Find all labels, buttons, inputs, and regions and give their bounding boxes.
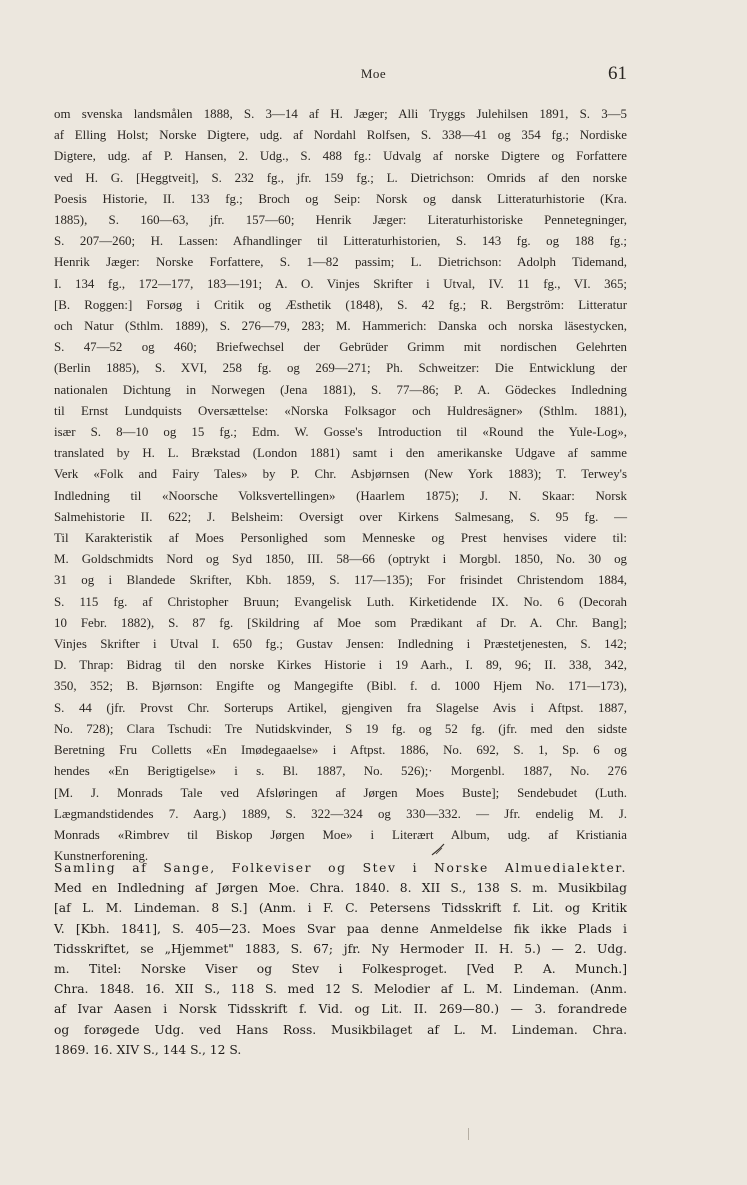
fraktur-line: Tidsskriftet, se „Hjemmet" 1883, S. 67; jfr. Ny Hermoder II. H. 5.) — 2. Udg. <box>54 941 627 956</box>
fraktur-line: [af L. M. Lindeman. 8 S.] (Anm. i F. C. Petersens Tidsskrift f. Lit. og Kritik <box>54 901 627 916</box>
fraktur-line: V. [Kbh. 1841], S. 405—23. Moes Svar paa denne Anmeldelse fik ikke Plads i <box>54 921 627 936</box>
body-line: Indledning til «Noorsche Volksvertellingen» (Haarlem 1875); J. N. Skaar: Norsk <box>54 488 627 503</box>
body-line: nationalen Dichtung in Norwegen (Jena 1881), S. 77—86; P. A. Gödeckes Indledning <box>54 382 627 397</box>
body-line: S. 207—260; H. Lassen: Afhandlinger til Litteraturhistorien, S. 143 fg. og 188 fg.; <box>54 234 627 249</box>
body-line: 350, 352; B. Bjørnson: Engifte og Mangegifte (Bibl. f. d. 1000 Hjem No. 171—173), <box>54 679 627 694</box>
bibliography-body <box>54 104 627 867</box>
body-line: Verk «Folk and Fairy Tales» by P. Chr. Asbjørnsen (New York 1883); T. Terwey's <box>54 467 627 482</box>
body-line: (Berlin 1885), S. XVI, 258 fg. og 269—271; Ph. Schweitzer: Die Entwicklung der <box>54 361 627 376</box>
body-line: Beretning Fru Colletts «En Imødegaaelse» i Aftpst. 1886, No. 692, S. 1, Sp. 6 og <box>54 743 627 758</box>
page-blemish <box>468 1128 469 1140</box>
body-line: Kunstnerforening. <box>54 849 149 864</box>
body-line: hendes «En Berigtigelse» i s. Bl. 1887, No. 526);· Morgenbl. 1887, No. 276 <box>54 764 627 779</box>
body-line: I. 134 fg., 172—177, 183—191; A. O. Vinjes Skrifter i Utval, IV. 11 fg., VI. 365; <box>54 276 627 291</box>
body-line: af Elling Holst; Norske Digtere, udg. af Nordahl Rolfsen, S. 338—41 og 354 fg.; Nordiske <box>54 128 627 143</box>
fraktur-line: m. Titel: Norske Viser og Stev i Folkesproget. [Ved P. A. Munch.] <box>54 962 627 977</box>
body-line: S. 44 (jfr. Provst Chr. Sorterups Artikel, gjengiven fra Slagelse Avis i Aftpst. 1887, <box>54 700 627 715</box>
body-line: ved H. G. [Heggtveit], S. 232 fg., jfr. 159 fg.; L. Dietrichson: Omrids af den norske <box>54 170 627 185</box>
fraktur-line: Chra. 1848. 16. XII S., 118 S. med 12 S. Melodier af L. M. Lindeman. (Anm. <box>54 982 627 997</box>
fraktur-line: Samling af Sange, Folkeviser og Stev i Norske Almuedialekter. <box>54 861 627 875</box>
body-line: Vinjes Skrifter i Utval I. 650 fg.; Gustav Jensen: Indledning i Præstetjenesten, S. 142; <box>54 637 627 652</box>
pencil-mark-icon <box>430 842 446 858</box>
fraktur-entry <box>54 858 627 1060</box>
page-number: 61 <box>608 63 627 84</box>
body-line: Henrik Jæger: Norske Forfattere, S. 1—82 passim; L. Dietrichson: Adolph Tidemand, <box>54 255 627 270</box>
body-line: translated by H. L. Brækstad (London 1881) samt i den amerikanske Udgave af samme <box>54 446 627 461</box>
body-line: til Ernst Lundquists Oversættelse: «Norska Folksagor och Huldresägner» (Sthlm. 1881), <box>54 403 627 418</box>
body-line: 1885), S. 160—63, jfr. 157—60; Henrik Jæger: Literaturhistoriske Pennetegninger, <box>54 213 627 228</box>
body-line: S. 47—52 og 460; Briefwechsel der Gebrüder Grimm mit nordischen Gelehrten <box>54 340 627 355</box>
body-line: S. 115 fg. af Christopher Bruun; Evangelisk Luth. Kirketidende IX. No. 6 (Decorah <box>54 594 627 609</box>
body-line: D. Thrap: Bidrag til den norske Kirkes Historie i 19 Aarh., I. 89, 96; II. 338, 342, <box>54 658 627 673</box>
running-head <box>0 63 747 86</box>
body-line: [B. Roggen:] Forsøg i Critik og Æsthetik (1848), S. 42 fg.; R. Bergström: Litteratur <box>54 297 627 312</box>
body-line: Til Karakteristik af Moes Personlighed som Menneske og Prest henvises videre til: <box>54 531 627 546</box>
fraktur-line: 1869. 16. XIV S., 144 S., 12 S. <box>54 1042 242 1057</box>
body-line: 10 Febr. 1882), S. 87 fg. [Skildring af Moe som Prædikant af Dr. A. Chr. Bang]; <box>54 615 627 630</box>
running-title: Moe <box>360 66 387 81</box>
body-line: Poesis Historie, II. 133 fg.; Broch og Seip: Norsk og dansk Litteraturhistorie (Kra. <box>54 191 627 206</box>
fraktur-line: Med en Indledning af Jørgen Moe. Chra. 1840. 8. XII S., 138 S. m. Musikbilag <box>54 881 627 896</box>
fraktur-line: og forøgede Udg. ved Hans Ross. Musikbilaget af L. M. Lindeman. Chra. <box>54 1022 627 1037</box>
body-line: 31 og i Blandede Skrifter, Kbh. 1859, S. 117—135); For frisindet Christendom 1884, <box>54 573 627 588</box>
body-line: Digtere, udg. af P. Hansen, 2. Udg., S. 488 fg.: Udvalg af norske Digtere og Forfattere <box>54 149 627 164</box>
fraktur-line: af Ivar Aasen i Norsk Tidsskrift f. Vid. og Lit. II. 269—80.) — 3. forandrede <box>54 1002 627 1017</box>
body-line: M. Goldschmidts Nord og Syd 1850, III. 58—66 (optrykt i Morgbl. 1850, No. 30 og <box>54 552 627 567</box>
body-line: især S. 8—10 og 15 fg.; Edm. W. Gosse's Introduction til «Round the Yule-Log», <box>54 425 627 440</box>
body-line: om svenska landsmålen 1888, S. 3—14 af H. Jæger; Alli Tryggs Julehilsen 1891, S. 3—5 <box>54 107 627 121</box>
body-line: Monrads «Rimbrev til Biskop Jørgen Moe» i Literært Album, udg. af Kristiania <box>54 827 627 842</box>
body-line: No. 728); Clara Tschudi: Tre Nutidskvinder, S 19 fg. og 52 fg. (jfr. med den sidste <box>54 721 627 736</box>
body-line: [M. J. Monrads Tale ved Afsløringen af Jørgen Moes Buste]; Sendebudet (Luth. <box>54 785 627 800</box>
body-line: Lægmandstidendes 7. Aarg.) 1889, S. 322—324 og 330—332. — Jfr. endelig M. J. <box>54 806 627 821</box>
body-line: och Natur (Sthlm. 1889), S. 276—79, 283; M. Hammerich: Danska och norska läsestycken, <box>54 319 627 334</box>
body-line: Salmehistorie II. 622; J. Belsheim: Oversigt over Kirkens Salmesang, S. 95 fg. — <box>54 509 627 524</box>
